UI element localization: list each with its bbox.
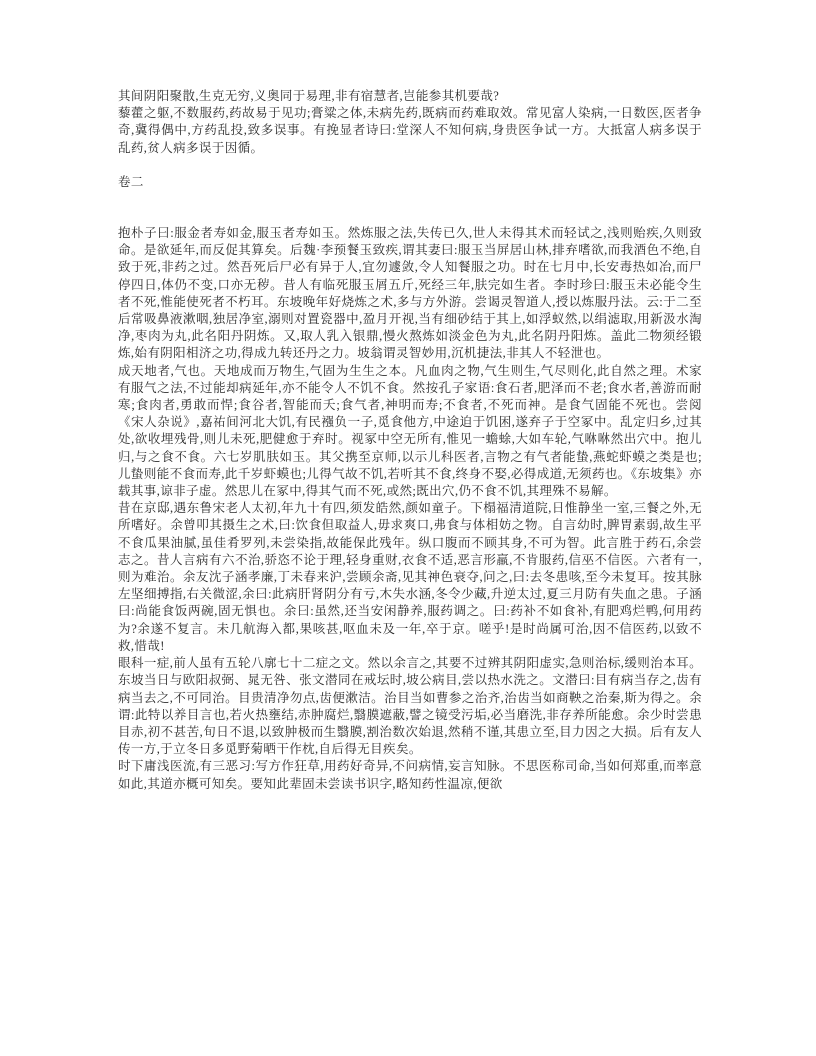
- paragraph-continuation: 其间阴阳聚散,生克无穷,义奥同于易理,非有宿慧者,岂能参其机要哉?: [118, 89, 500, 103]
- paragraph-baopuzi-jade: 抱朴子曰:服金者寿如金,服玉者寿如玉。然炼服之法,失传已久,世人未得其术而轻试之,浅则贻疾,久则致命。是欲延年,而反促其算矣。后魏·李预餐玉致疾,谓其妻曰:服玉当屏居山林,排弃嗜欲,而我酒色不绝,自致于死,非药之过。然吾死后尸必有异于人,宜勿遽敛,令人知餐服之功。时在七月中,长安毒热如冶,而尸停四日,体仍不变,口亦无秽。昔人有临死服玉屑五斤,死经三年,肤完如生者。李时珍曰:服玉未必能令生者不死,惟能使死者不朽耳。东坡晚年好烧炼之术,多与方外游。尝谒灵智道人,授以炼服丹法。云:于二至后常吸鼻液漱咽,独居净室,溺则对置瓷器中,盈月开视,当有细砂结于其上,如浮蚁然,以绢滤取,用新汲水淘净,枣肉为丸,此名阳丹阴炼。又,取人乳入银鼎,慢火熬炼如淡金色为丸,此名阴丹阳炼。盖此二物须经锻炼,始有阴阳相济之功,得成九转还丹之力。坡翁谓灵智妙用,沉机捷法,非其人不轻泄也。: [118, 226, 702, 361]
- paragraph-old-man-regimen: 昔在京邸,遇东鲁宋老人太初,年九十有四,须发皓然,颜如童子。下榻福清道院,日惟静坐一室,三餐之外,无所嗜好。余曾叩其摄生之术,曰:饮食但取益人,毋求爽口,弗食与体相妨之物。自言幼时,脾胃素弱,故生平不食瓜果油腻,虽佳肴罗列,未尝染指,故能保此残年。纵口腹而不顾其身,不可为智。此言胜于药石,余尝志之。昔人言病有六不治,骄恣不论于理,轻身重财,衣食不适,恶言形羸,不肯服药,信巫不信医。六者有一,则为难治。余友沈子涵孝廉,丁未春来沪,尝顾余斋,见其神色衰夺,问之,曰:去冬患咳,至今未复耳。按其脉左坚细搏指,右关微涩,余曰:此病肝肾阴分有亏,木失水涵,冬令少藏,升逆太过,夏三月防有失血之患。子涵曰:尚能食饭两碗,固无惧也。余曰:虽然,还当安闲静养,服药调之。曰:药补不如食补,有肥鸡烂鸭,何用药为?余遂不复言。未几航海入都,果咳甚,呕血未及一年,卒于京。嗟乎!是时尚属可治,因不信医药,以致不救,惜哉!: [118, 501, 702, 653]
- paragraph-qi-and-toad-story: 成天地者,气也。天地成而万物生,气固为生生之本。凡血肉之物,气生则生,气尽则化,此自然之理。术家有服气之法,不过能却病延年,亦不能令人不饥不食。然按孔子家语:食石者,肥泽而不老;食水者,善游而耐寒;食肉者,勇敢而悍;食谷者,智能而夭;食气者,神明而寿;不食者,不死而神。是食气固能不死也。尝阅《宋人杂说》,嘉祐间河北大饥,有民襁负一子,觅食他方,中途迫于饥困,遂弃子于空冢中。乱定归乡,过其处,欲收埋残骨,则儿未死,肥健愈于弃时。视冢中空无所有,惟见一蟾蜍,大如车轮,气咻咻然出穴中。抱儿归,与之食不食。六七岁肌肤如玉。其父携至京师,以示儿科医者,言物之有气者能蛰,燕蛇虾蟆之类是也;儿蛰则能不食而寿,此千岁虾蟆也;儿得气故不饥,若听其不食,终身不娶,必得成道,无须药也。《东坡集》亦载其事,谅非子虚。然思儿在冢中,得其气而不死,或然;既出穴,仍不食不饥,其理殊不易解。: [118, 363, 702, 499]
- volume-heading: 卷二: [118, 174, 144, 189]
- paragraph-bad-habits-of-doctors: 时下庸浅医流,有三恶习:写方作狂草,用药好奇异,不问病情,妄言知脉。不思医称司命,当如何郑重,而率意如此,其道亦概可知矣。要知此辈固未尝读书识字,略知药性温凉,便欲: [118, 759, 702, 791]
- paragraph-intro: 藜藿之躯,不数服药,药故易于见功;膏粱之体,未病先药,既病而药难取效。常见富人染病,一日数医,医者争奇,冀得偶中,方药乱投,致多误事。有挽显者诗曰:堂深人不知何病,身贵医争试一方。大抵富人病多误于乱药,贫人病多误于因循。: [118, 106, 702, 155]
- text-area: [118, 88, 702, 793]
- paragraph-ophthalmology: 眼科一症,前人虽有五轮八廓七十二症之文。然以余言之,其要不过辨其阴阳虚实,急则治标,缓则治本耳。东坡当日与欧阳叔弼、晁无咎、张文潜同在戒坛时,坡公病目,尝以热水洗之。文潜曰:目有病当存之,齿有病当去之,不可同治。目贵清净勿点,齿便漱洁。治目当如曹参之治齐,治齿当如商鞅之治秦,斯为得之。余谓:此特以养目言也,若火热壅结,赤肿腐烂,翳膜遮蔽,譬之镜受污垢,必当磨洗,非存养所能愈。余少时尝患目赤,初不甚苦,旬日不退,以致肿极而生翳膜,割治数次始退,然稍不谨,其患立至,目力因之大损。后有友人传一方,于立冬日多觅野菊晒干作枕,自后得无目疾矣。: [118, 656, 702, 757]
